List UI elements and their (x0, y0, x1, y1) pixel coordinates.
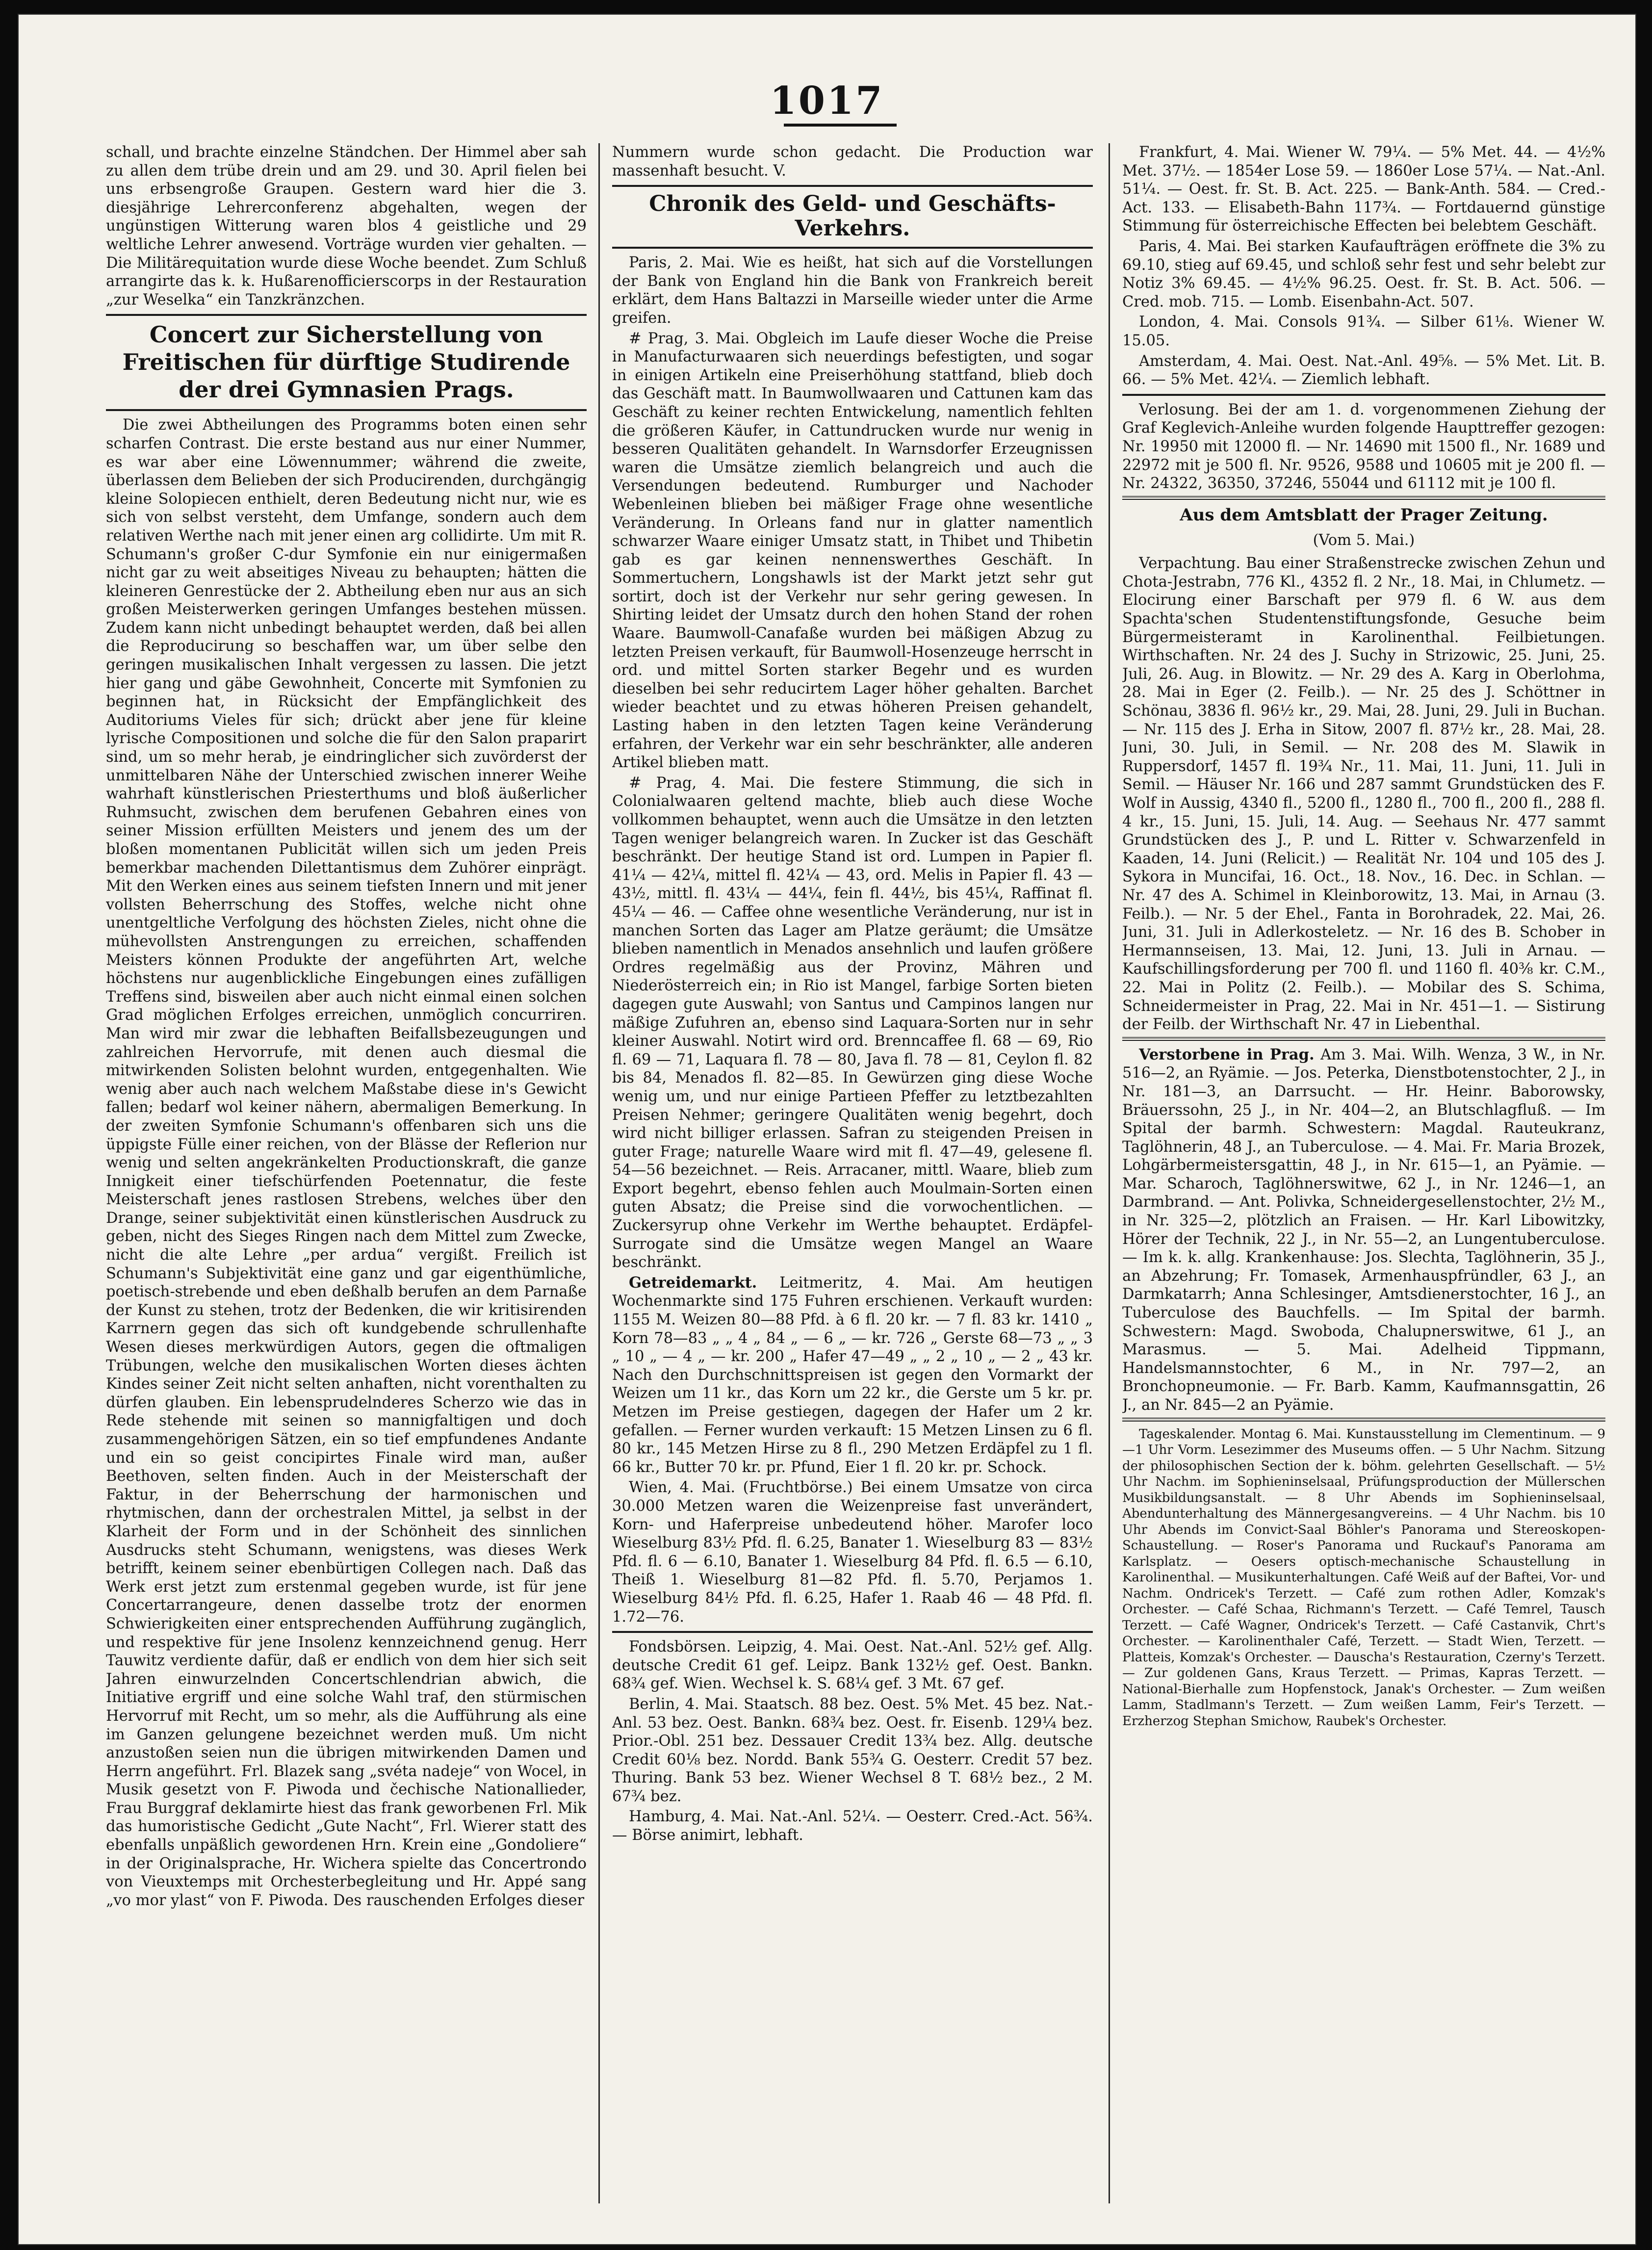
section-rule (612, 1631, 1093, 1633)
verstorbene-list: Am 3. Mai. Wilh. Wenza, 3 W., in Nr. 516—2, an Ryämie. — Jos. Peterka, Dienstbotenstochter, 2 J., in Nr. 181—3, an Darrsucht. — Hr. Heinr. Baborowsky, Bräuerssohn, 25 J., in Nr. 404—2, an Blutschlagfluß. — Im Spital der barmh. Schwestern: Magdal. Rauteukranz, Taglöhnerin, 48 J., an Tuberculose. — 4. Mai. Fr. Maria Brozek, Lohgärbermeistersgattin, 48 J., in Nr. 615—1, an Pyämie. — Mar. Scharoch, Taglöhnerswitwe, 62 J., in Nr. 1246—1, an Darmbrand. — Ant. Polivka, Schneidergesellenstochter, 2½ M., in Nr. 325—2, plötzlich an Fraisen. — Hr. Karl Libowitzky, Hörer der Technik, 22 J., in Nr. 55—2, an Lungentuberculose. — Im k. k. allg. Krankenhause: Jos. Slechta, Taglöhnerin, 35 J., an Abzehrung; Fr. Tomasek, Armenhauspfründler, 63 J., an Darmkatarrh; Anna Schlesinger, Amtsdienerstochter, 16 J., an Tuberculose des Bauchfells. — Im Spital der barmh. Schwestern: Magd. Swoboda, Chalupnerswitwe, 61 J., an Marasmus. — 5. Mai. Adelheid Tippmann, Handelsmannstochter, 6 M., in Nr. 797—2, an Bronchopneumonie. — Fr. Barb. Kamm, Kaufmannsgattin, 26 J., an Nr. 845—2 an Pyämie. (1122, 1046, 1605, 1414)
tageskalender: Tageskalender. Montag 6. Mai. Kunstausstellung im Clementinum. — 9—1 Uhr Vorm. Lesezimmer des Museums offen. — 5 Uhr Nachm. Sitzung der philosophischen Section der k. böhm. gelehrten Gesellschaft. — 5½ Uhr Nachm. im Sophieninselsaal, Prüfungsproduction der Müllerschen Musikbildungsanstalt. — 8 Uhr Abends im Sophieninselsaal, Abendunterhaltung des Männergesangvereins. — 4 Uhr Nachm. bis 10 Uhr Abends im Convict-Saal Böhler's Panorama und Stereoskopen-Schaustellung. — Roser's Panorama und Ruckauf's Panorama am Karlsplatz. — Oesers optisch-mechanische Schaustellung in Karolinenthal. — Musikunterhaltungen. Café Weiß auf der Baftei, Vor- und Nachm. Ondricek's Terzett. — Café zum rothen Adler, Komzak's Orchester. — Café Schaa, Richmann's Terzett. — Café Temrel, Tausch Terzett. — Café Wagner, Ondricek's Terzett. — Café Castanvik, Chrt's Orchester. — Karolinenthaler Café, Terzett. — Stadt Wien, Terzett. — Platteis, Komzak's Orchester. — Dauscha's Restauration, Czerny's Terzett. — Zur goldenen Gans, Kraus Terzett. — Primas, Kapras Terzett. — National-Bierhalle zum Hopfenstock, Janak's Orchester. — Zum weißen Lamm, Stadlmann's Terzett. — Zum weißen Lamm, Feir's Terzett. — Erzherzog Stephan Smichow, Raubek's Orchester. (1122, 1426, 1605, 1729)
fondsboersen-hamburg: Hamburg, 4. Mai. Nat.-Anl. 52¼. — Oesterr. Cred.-Act. 56¾. — Börse animirt, lebhaft. (612, 1808, 1093, 1844)
section-rule (1122, 1418, 1605, 1422)
paris-boerse-report: Paris, 4. Mai. Bei starken Kaufaufträgen eröffnete die 3% zu 69.10, stieg auf 69.45, und schloß sehr fest und sehr belebt zur Notiz 3% 69.45. — 4½% 96.25. Oest. fr. St. B. Act. 506. — Cred. mob. 715. — Lomb. Eisenbahn-Act. 507. (1122, 237, 1605, 310)
column-1 (106, 143, 587, 2213)
concert-review-paragraph: Die zwei Abtheilungen des Programms boten einen sehr scharfen Contrast. Die erste bestand aus nur einer Nummer, es war aber eine Löwennummer; während die zweite, überlassen dem Belieben der sich Producirenden, durchgängig kleine Solopiecen enthielt, deren Bedeutung nicht nur, wie es sich von selbst versteht, dem Umfange, sondern auch dem relativen Werthe nach mit jener einen arg collidirte. Um mit R. Schumann's großer C-dur Symfonie ein nur einigermaßen nicht gar zu weit abseitiges Niveau zu behaupten; hätten die kleineren Genrestücke der 2. Abtheilung eben nur aus an sich großen Meisterwerken geringen Umfanges bestehen müssen. Zudem kann nicht unbedingt behauptet werden, daß bei allen die Reproducirung so beschaffen war, um über selbe den geringen musikalischen Inhalt vergessen zu lassen. Die jetzt hier gang und gäbe Gewohnheit, Concerte mit Symfonien zu beginnen hat, in Rücksicht der Empfänglichkeit des Auditoriums Vieles für sich; drückt aber jene für kleine lyrische Compositionen und solche die für den Salon praparirt sind, um so mehr herab, je eindringlicher sich zuvörderst der unmittelbaren Nähe der Unterschied zwischen innerer Weihe wahrhaft künstlerischen Priesterthums und bloß äußerlicher Ruhmsucht, zwischen dem berufenen Gebahren eines von seiner Mission erfüllten Meisters und jenem des um der bloßen momentanen Publicität willen sich um jeden Preis bemerkbar machenden Dilettantismus dem Zuhörer einprägt. Mit den Werken eines aus seinem tiefsten Innern und mit jener vollsten Beherrschung des Stoffes, welche nicht ohne unentgeltliche Verfolgung des höchsten Zieles, nicht ohne die mühevollsten Anstrengungen zu erreichen, schaffenden Meisters können Produkte der angeführten Art, welche höchstens nur augenblickliche Eingebungen eines zufälligen Treffens sind, bisweilen aber auch nicht einmal einen solchen Grad möglichen Erfolges erreichen, unmöglich concurriren. Man wird mir zwar die lebhaften Beifallsbezeugungen und zahlreichen Hervorrufe, mit denen auch diesmal die mitwirkenden Solisten belohnt wurden, entgegenhalten. Wie wenig aber auch nach welchem Maßstabe diese in's Gewicht fallen; bedarf wol keiner nähern, abermaligen Bemerkung. In der zweiten Symfonie Schumann's offenbaren sich uns die üppigste Fülle einer reichen, von der Blässe der Reflerion nur wenig und selten angekränkelten Productionskraft, die ganze Innigkeit einer tiefschürfenden Poetennatur, die feste Meisterschaft jenes rastlosen Strebens, welches über den Drange, seiner subjektivität einen künstlerischen Ausdruck zu geben, nicht des Sieges Ringen nach dem Mittel zum Zwecke, nicht die alte Lehre „per ardua“ vergißt. Freilich ist Schumann's Subjektivität eine ganz und gar eigenthümliche, poetisch-strebende und eben deßhalb berufen an dem Parnaße der Kunst zu stehen, trotz der Bedenken, die wir kritisirenden Karrnern gegen das sich oft kundgebende schrullenhafte Wesen dieses merkwürdigen Autors, gegen die oftmaligen Trübungen, welche den musikalischen Worten dieses ächten Kindes seiner Zeit nicht selten anhaften, nicht vorenthalten zu dürfen glauben. Ein lebensprudelnderes Scherzo wie das in Rede stehende mit seinen so mannigfaltigen und doch zusammengehörigen Sätzen, ein so tief empfundenes Andante und ein so geist concipirtes Finale wird man, außer Beethoven, selten finden. Auch in der Meisterschaft der Faktur, in der Beherrschung der harmonischen und rhytmischen, dann der orchestralen Mittel, ja selbst in der Klarheit der Form und in der Schönheit des sinnlichen Ausdrucks steht Schumann, wenigstens, was dieses Werk betrifft, keinem seiner ebenbürtigen Collegen nach. Daß das Werk erst jetzt zum erstenmal gegeben wurde, ist für jene Concertarrangeure, denen dasselbe trotz der enormen Schwierigkeiten einer entsprechenden Aufführung zugänglich, und respektive für jene Insolenz kennzeichnend genug. Herr Tauwitz verdiente dafür, daß er endlich von dem hier sich seit Jahren einwurzelnden Concertschlendrian abwich, die Initiative ergriff und eine solche Wahl traf, den stürmischen Hervorruf mit Recht, um so mehr, als die Aufführung als eine im Ganzen gelungene bezeichnet werden muß. Um nicht anzustoßen seien nun die übrigen mitwirkenden Damen und Herrn angeführt. Frl. Blazek sang „svéta nadeje“ von Wocel, in Musik gesetzt von F. Piwoda und čechische Nationallieder, Frau Burggraf deklamirte hiest das frank geworbenen Frl. Mik das humoristische Gedicht „Gute Nacht“, Frl. Wierer statt des ebenfalls unpäßlich gewordenen Hrn. Krein eine „Gondoliere“ in der Originalsprache, Hr. Wichera spielte das Concertrondo von Vieuxtemps mit Orchesterbegleitung und Hr. Appé sang „vo mor ylast“ von F. Piwoda. Des rauschenden Erfolges dieser (106, 416, 587, 1909)
newspaper-page (19, 15, 1635, 2244)
section-rule (106, 314, 587, 316)
paris-report: Paris, 2. Mai. Wie es heißt, hat sich auf die Vorstellungen der Bank von England hin die Bank von Frankreich bereit erklärt, dem Hans Baltazzi in Marseille wieder unter die Arme greifen. (612, 254, 1093, 327)
section-rule (106, 409, 587, 411)
section-rule (612, 185, 1093, 187)
fondsboersen-leipzig: Fondsbörsen. Leipzig, 4. Mai. Oest. Nat.-Anl. 52½ gef. Allg. deutsche Credit 61 gef. Leipz. Bank 132½ gef. Oest. Bankn. 68¾ gef. Wien. Wechsel k. S. 68¼ gef. 3 Mt. 67 gef. (612, 1638, 1093, 1693)
getreidemarkt-title: Getreidemarkt. (629, 1273, 757, 1292)
frankfurt-report: Frankfurt, 4. Mai. Wiener W. 79¼. — 5% Met. 44. — 4½% Met. 37½. — 1854er Lose 59. — 1860er Lose 57¼. — Nat.-Anl. 51¼. — Oest. fr. St. B. Act. 225. — Bank-Anth. 584. — Cred.-Act. 133. — Elisabeth-Bahn 117¾. — Fortdauernd günstige Stimmung für österreichische Effecten bei belebtem Geschäft. (1122, 144, 1605, 235)
section-rule (1122, 394, 1605, 396)
page-number: 1017 (770, 78, 884, 123)
prag-manufactur-report: # Prag, 3. Mai. Obgleich im Laufe dieser Woche die Preise in Manufacturwaaren sich neuerdings befestigten, und sogar in einigen Artikeln eine Preiserhöhung stattfand, blieb doch das Geschäft matt. In Baumwollwaaren und Cattunen kam das Geschäft zu keiner rechten Entwickelung, namentlich fehlten die größeren Käufer, in Cattundrucken wurde nur wenig in besseren Qualitäten gehandelt. In Warnsdorfer Erzeugnissen waren die Umsätze ziemlich belangreich und auch die Versendungen bedeutend. Rumburger und Nachoder Webenleinen blieben bei mäßiger Frage ohne wesentliche Veränderung. In Orleans fand nur in glatter namentlich schwarzer Waare einiger Umsatz statt, in Thibet und Thibetin gab es gar keinen nennenswerthes Geschäft. In Sommertuchern, Longshawls ist der Markt jetzt sehr gut sortirt, doch ist der Verkehr nur sehr gering gewesen. In Shirting leidet der Umsatz durch den hohen Stand der rohen Waare. Baumwoll-Canafaße wurden bei mäßigen Abzug zu letzten Preisen verkauft, für Baumwoll-Hosenzeuge herrscht in ord. und mittel Sorten starker Begehr und es wurden dieselben bei sehr reducirtem Lager höher gehalten. Barchet wieder beachtet und zu etwas höheren Preisen gehandelt, Lasting haben in den letzten Tagen keine Veränderung erfahren, der Verkehr war ein sehr beschränkter, alle anderen Artikel blieben matt. (612, 330, 1093, 772)
concert-review-end: Nummern wurde schon gedacht. Die Production war massenhaft besucht. V. (612, 144, 1093, 180)
amsterdam-report: Amsterdam, 4. Mai. Oest. Nat.-Anl. 49⅝. — 5% Met. Lit. B. 66. — 5% Met. 42¼. — Ziemlich lebhaft. (1122, 352, 1605, 388)
amtsblatt-date: (Vom 5. Mai.) (1313, 531, 1415, 549)
section-rule (612, 247, 1093, 249)
chronik-heading: Chronik des Geld- und Geschäfts-Verkehrs. (649, 191, 1056, 241)
intro-paragraph: schall, und brachte einzelne Ständchen. Der Himmel aber sah zu allen dem trübe drein und am 29. und 30. April fielen bei uns erbsengroße Graupen. Gestern ward hier die 3. diesjährige Lehrerconferenz abgehalten, wegen der ungünstigen Witterung waren blos 4 geistliche und 29 weltliche Lehrer anwesend. Vorträge wurden vier gehalten. — Die Militärequitation wurde diese Woche beendet. Zum Schluß arrangirte das k. k. Hußarenofficierscorps in der Restauration „zur Weselka“ ein Tanzkränzchen. (106, 144, 587, 309)
section-rule (1122, 1037, 1605, 1041)
column-2 (612, 143, 1093, 2213)
column-divider (1109, 143, 1110, 2203)
amtsblatt-notices: Verpachtung. Bau einer Straßenstrecke zwischen Zehun und Chota-Jestrabn, 776 Kl., 4352 fl. 2 Nr., 18. Mai, in Chlumetz. — Elocirung einer Barschaft per 979 fl. 6 W. aus dem Spachta'schen Studentenstiftungsfonde, Gesuche beim Bürgermeisteramt in Karolinenthal. Feilbietungen. Wirthschaften. Nr. 24 des J. Suchy in Strizowic, 25. Juni, 25. Juli, 26. Aug. in Blowitz. — Nr. 29 des A. Karg in Oberlohma, 28. Mai in Eger (2. Feilb.). — Nr. 25 des J. Schöttner in Schönau, 3836 fl. 96½ kr., 29. Mai, 28. Juni, 29. Juli in Buchan. — Nr. 115 des J. Erha in Sitow, 2007 fl. 87½ kr., 28. Mai, 28. Juni, 30. Juli, in Semil. — Nr. 208 des M. Slawik in Ruppersdorf, 1457 fl. 19¾ Nr., 11. Mai, 11. Juni, 11. Juli in Semil. — Häuser Nr. 166 und 287 sammt Grundstücken des F. Wolf in Aussig, 4340 fl., 5200 fl., 1280 fl., 700 fl., 200 fl., 288 fl. 4 kr., 15. Juni, 15. Juli, 14. Aug. — Seehaus Nr. 477 sammt Grundstücken des J., P. und L. Ritter v. Schwarzenfeld in Kaaden, 14. Juni (Relicit.) — Realität Nr. 104 und 105 des J. Sykora in Muncifai, 16. Oct., 18. Nov., 16. Dec. in Schlan. — Nr. 47 des A. Schimel in Kleinborowitz, 13. Mai, in Arnau (3. Feilb.). — Nr. 5 der Ehel., Fanta in Borohradek, 22. Mai, 26. Juni, 31. Juli in Adlerkosteletz. — Nr. 16 des B. Schober in Hermannseisen, 13. Mai, 12. Juni, 13. Juli in Arnau. — Kaufschillingsforderung per 700 fl. und 1160 fl. 40⅜ kr. C.M., 22. Mai in Politz (2. Feilb.). — Mobilar des S. Schima, Schneidermeister in Prag, 22. Mai in Nr. 451—1. — Sistirung der Feilb. der Wirthschaft Nr. 47 in Liebenthal. (1122, 555, 1605, 1034)
column-divider (598, 143, 600, 2203)
getreidemarkt-report: Leitmeritz, 4. Mai. Am heutigen Wochenmarkte sind 175 Fuhren erschienen. Verkauft wurden: 1155 M. Weizen 80—88 Pfd. à 6 fl. 20 kr. — 7 fl. 83 kr. 1410 „ Korn 78—83 „ „ 4 „ 84 „ — 6 „ — kr. 726 „ Gerste 68—73 „ „ 3 „ 10 „ — 4 „ — kr. 200 „ Hafer 47—49 „ „ 2 „ 10 „ — 2 „ 43 kr. Nach den Durchschnittspreisen ist gegen den Vormarkt der Weizen um 11 kr., das Korn um 22 kr., die Gerste um 5 kr. pr. Metzen im Preise gestiegen, dagegen der Hafer um 2 kr. gefallen. — Ferner wurden verkauft: 15 Metzen Linsen zu 6 fl. 80 kr., 145 Metzen Hirse zu 8 fl., 290 Metzen Erdäpfel zu 1 fl. 66 kr., Butter 70 kr. pr. Pfund, Eier 1 fl. 20 kr. pr. Schock. (612, 1274, 1093, 1476)
prag-colonial-report: # Prag, 4. Mai. Die festere Stimmung, die sich in Colonialwaaren geltend machte, blieb auch diese Woche vollkommen behauptet, wenn auch die Umsätze in den letzten Tagen weniger belangreich waren. In Zucker ist das Geschäft beschränkt. Der heutige Stand ist ord. Lumpen in Papier fl. 41¼ — 42¼, mittel fl. 42¼ — 43, ord. Melis in Papier fl. 43 — 43½, mittl. fl. 43¼ — 44¼, fein fl. 44½, bis 45¼, Raffinat fl. 45¼ — 46. — Caffee ohne wesentliche Veränderung, nur ist in manchen Sorten das Lager am Platze geräumt; die Umsätze blieben namentlich in Menados ansehnlich und laufen größere Ordres regelmäßig aus der Provinz, Mähren und Niederösterreich ein; in Rio ist Mangel, farbige Sorten bieten dagegen gute Auswahl; von Santus und Campinos langen nur mäßige Zufuhren an, ebenso sind Laquara-Sorten nur in sehr kleiner Auswahl. Notirt wird ord. Brenncaffee fl. 68 — 69, Rio fl. 69 — 71, Laquara fl. 78 — 80, Java fl. 78 — 81, Ceylon fl. 82 bis 84, Menados fl. 82—85. In Gewürzen ging diese Woche wenig um, und nur einige Partieen Pfeffer zu letztbezahlten Preisen Nehmer; geringere Qualitäten wenig begehrt, doch wird nicht billiger erlassen. Safran zu steigenden Preisen in guter Frage; naturelle Waare wird mit fl. 47—49, gelesene fl. 54—56 bezeichnet. — Reis. Arracaner, mittl. Waare, blieb zum Export begehrt, ebenso fehlen auch Moulmain-Sorten einen guten Absatz; die Preise sind die vorwochentlichen. — Zuckersyrup ohne Verkehr im Werthe behauptet. Erdäpfel-Surrogate sind die Umsätze wegen Mangel an Waare beschränkt. (612, 774, 1093, 1271)
fondsboersen-berlin: Berlin, 4. Mai. Staatsch. 88 bez. Oest. 5% Met. 45 bez. Nat.-Anl. 53 bez. Oest. Bankn. 68¾ bez. Oest. fr. Eisenb. 129¼ bez. Prior.-Obl. 251 bez. Dessauer Credit 13¾ bez. Allg. deutsche Credit 60⅛ bez. Nordd. Bank 55¾ G. Oesterr. Credit 57 bez. Thuring. Bank 53 bez. Wiener Wechsel 8 T. 68½ bez., 2 M. 67¾ bez. (612, 1695, 1093, 1805)
verstorbene-heading: Verstorbene in Prag. (1139, 1045, 1315, 1063)
page-number-rule (784, 124, 897, 127)
column-3 (1122, 143, 1605, 2213)
section-rule (1122, 496, 1605, 500)
london-report: London, 4. Mai. Consols 91¾. — Silber 61⅛. Wiener W. 15.05. (1122, 313, 1605, 349)
concert-heading: Concert zur Sicherstellung von Freitischen für dürftige Studirende der drei Gymnasien Prags. (122, 321, 570, 403)
amtsblatt-heading: Aus dem Amtsblatt der Prager Zeitung. (1180, 505, 1548, 525)
verlosung-report: Verlosung. Bei der am 1. d. vorgenommenen Ziehung der Graf Keglevich-Anleihe wurden folgende Haupttreffer gezogen: Nr. 19950 mit 12000 fl. — Nr. 14690 mit 1500 fl., Nr. 1689 und 22972 mit je 500 fl. Nr. 9526, 9588 und 10605 mit je 200 fl. — Nr. 24322, 36350, 37246, 55044 und 61112 mit je 100 fl. (1122, 401, 1605, 492)
wien-fruchtboerse-report: Wien, 4. Mai. (Fruchtbörse.) Bei einem Umsatze von circa 30.000 Metzen waren die Weizenpreise fast unverändert, Korn- und Haferpreise unbedeutend höher. Marofer loco Wieselburg 83½ Pfd. fl. 6.25, Banater 1. Wieselburg 83 — 83½ Pfd. fl. 6 — 6.10, Banater 1. Wieselburg 84 Pfd. fl. 6.5 — 6.10, Theiß 1. Wieselburg 81—82 Pfd. fl. 5.70, Perjamos 1. Wieselburg 84½ Pfd. fl. 6.25, Hafer 1. Raab 46 — 48 Pfd. fl. 1.72—76. (612, 1479, 1093, 1626)
